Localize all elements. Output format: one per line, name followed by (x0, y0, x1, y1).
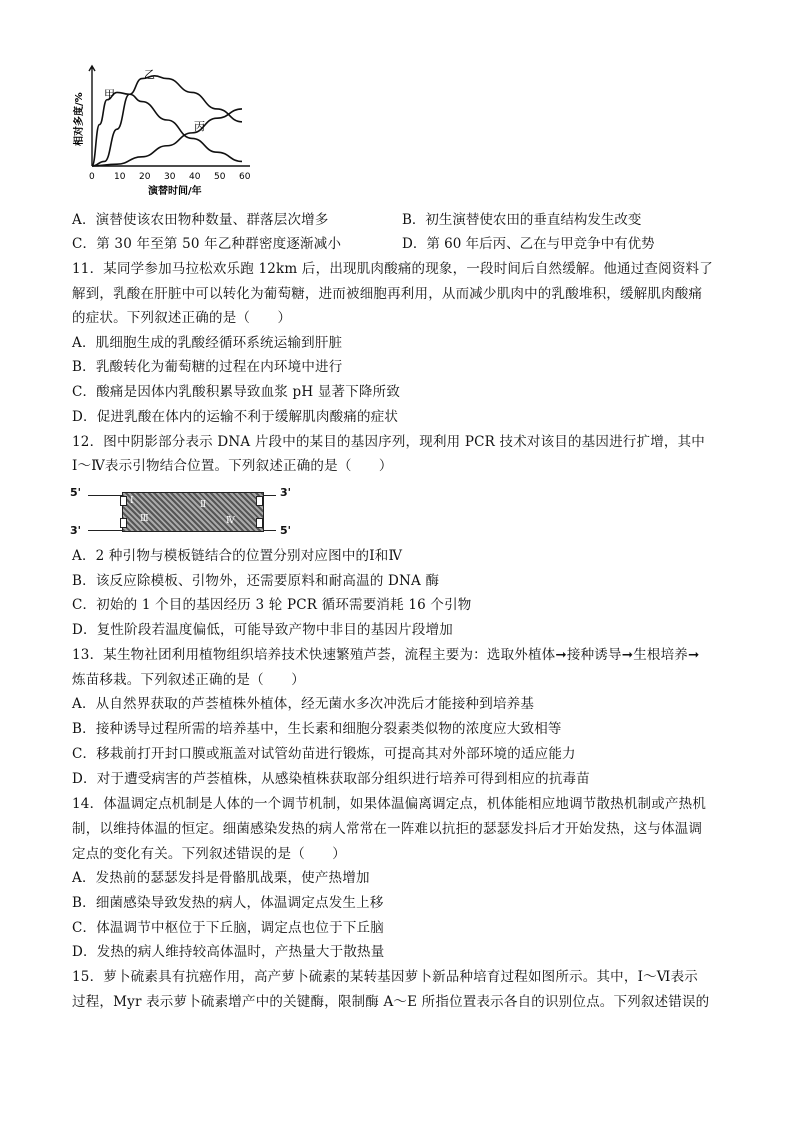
primer-site-2 (256, 496, 263, 506)
y-axis (89, 66, 95, 166)
q14-option-a: A．发热前的瑟瑟发抖是骨骼肌战栗，使产热增加 (72, 870, 370, 886)
q13-stem-line2: 炼苗移栽。下列叙述正确的是（ ） (72, 672, 305, 688)
x-tick-label: 50 (214, 172, 226, 182)
primer-site-3 (120, 518, 127, 528)
q12-option-c: C．初始的 1 个目的基因经历 3 轮 PCR 循环需要消耗 16 个引物 (72, 597, 472, 613)
label-3prime-bottom: 3' (70, 524, 82, 537)
series-label-yi: 乙 (144, 68, 155, 81)
series-label-jia: 甲 (104, 88, 115, 101)
q11-option-b: B．乳酸转化为葡萄糖的过程在内环境中进行 (72, 359, 343, 375)
marker-4: Ⅳ (226, 516, 235, 526)
q14-option-c: C．体温调节中枢位于下丘脑，调定点也位于下丘脑 (72, 920, 384, 936)
target-gene-region (122, 492, 264, 532)
q14-stem-line3: 定点的变化有关。下列叙述错误的是（ ） (72, 846, 346, 862)
dna-figure (70, 484, 300, 540)
x-tick-label: 10 (114, 172, 126, 182)
q12-option-b: B．该反应除模板、引物外，还需要原料和耐高温的 DNA 酶 (72, 573, 440, 589)
q11-option-d: D．促进乳酸在体内的运输不利于缓解肌肉酸痛的症状 (72, 409, 399, 425)
q13-option-c: C．移栽前打开封口膜或瓶盖对试管幼苗进行锻炼，可提高其对外部环境的适应能力 (72, 746, 576, 762)
q13-option-a: A．从自然界获取的芦荟植株外植体，经无菌水多次冲洗后才能接种到培养基 (72, 696, 535, 712)
x-tick-label: 40 (189, 172, 201, 182)
q15-stem-line1: 15．萝卜硫素具有抗癌作用，高产萝卜硫素的某转基因萝卜新品种培育过程如图所示。其中，Ⅰ～Ⅵ表示 (72, 969, 698, 985)
q14-stem-line2: 制，以维持体温的恒定。细菌感染发热的病人常常在一阵难以抗拒的瑟瑟发抖后才开始发热，这与体温调 (72, 821, 703, 837)
label-5prime-bottom: 5' (280, 524, 292, 537)
q11-option-c: C．酸痛是因体内乳酸积累导致血浆 pH 显著下降所致 (72, 384, 401, 400)
primer-site-1 (120, 496, 127, 506)
primer-site-4 (256, 518, 263, 528)
x-tick-label: 60 (239, 172, 251, 182)
q14-option-b: B．细菌感染导致发热的病人，体温调定点发生上移 (72, 895, 384, 911)
series-label-bing: 丙 (194, 120, 205, 133)
label-5prime-top: 5' (70, 486, 82, 499)
succession-chart (60, 58, 260, 198)
q13-option-b: B．接种诱导过程所需的培养基中，生长素和细胞分裂素类似物的浓度应大致相等 (72, 721, 562, 737)
label-3prime-top: 3' (280, 486, 292, 499)
q12-option-a: A．2 种引物与模板链结合的位置分别对应图中的Ⅰ和Ⅳ (72, 548, 403, 564)
q11-stem-line2: 解到，乳酸在肝脏中可以转化为葡萄糖，进而被细胞再利用，从而减少肌肉中的乳酸堆积，缓解肌肉酸痛 (72, 286, 703, 302)
q11-option-a: A．肌细胞生成的乳酸经循环系统运输到肝脏 (72, 335, 343, 351)
q11-stem-line3: 的症状。下列叙述正确的是（ ） (72, 310, 292, 326)
q10-option-a: A．演替使该农田物种数量、群落层次增多 (72, 212, 329, 228)
marker-1: Ⅰ (130, 496, 134, 506)
q12-option-d: D．复性阶段若温度偏低，可能导致产物中非目的基因片段增加 (72, 622, 453, 638)
x-tick-label: 20 (139, 172, 151, 182)
y-axis-label: 相对多度/% (74, 92, 85, 146)
q10-option-d: D．第 60 年后丙、乙在与甲竞争中有优势 (402, 236, 655, 252)
marker-2: Ⅱ (200, 500, 207, 510)
q14-option-d: D．发热的病人维持较高体温时，产热量大于散热量 (72, 944, 385, 960)
q11-stem-line1: 11．某同学参加马拉松欢乐跑 12km 后，出现肌肉酸痛的现象，一段时间后自然缓解。他通过查阅资料了 (72, 261, 713, 277)
x-tick-label: 0 (89, 172, 95, 182)
series-line-2 (92, 109, 242, 166)
x-axis-label: 演替时间/年 (148, 186, 202, 197)
chart-x-ticks (89, 172, 251, 182)
q13-option-d: D．对于遭受病害的芦荟植株，从感染植株获取部分组织进行培养可得到相应的抗毒苗 (72, 771, 590, 787)
q14-stem-line1: 14．体温调定点机制是人体的一个调节机制，如果体温偏离调定点，机体能相应地调节散热机制或产热机 (72, 796, 707, 812)
q12-stem-line1: 12．图中阴影部分表示 DNA 片段中的某目的基因序列，现利用 PCR 技术对该目的基因进行扩增，其中 (72, 434, 706, 450)
x-tick-label: 30 (164, 172, 176, 182)
q13-stem-line1: 13．某生物社团利用植物组织培养技术快速繁殖芦荟，流程主要为：选取外植体➞接种诱导➞生根培养➞ (72, 647, 700, 663)
q10-option-c: C．第 30 年至第 50 年乙种群密度逐渐减小 (72, 236, 342, 252)
q15-stem-line2: 过程，Myr 表示萝卜硫素增产中的关键酶，限制酶 A～E 所指位置表示各自的识别位点。下列叙述错误的 (72, 994, 710, 1010)
q12-stem-line2: Ⅰ～Ⅳ表示引物结合位置。下列叙述正确的是（ ） (72, 458, 393, 474)
q10-option-b: B．初生演替使农田的垂直结构发生改变 (402, 212, 642, 228)
series-line-0 (92, 92, 242, 166)
marker-3: Ⅲ (140, 514, 149, 524)
